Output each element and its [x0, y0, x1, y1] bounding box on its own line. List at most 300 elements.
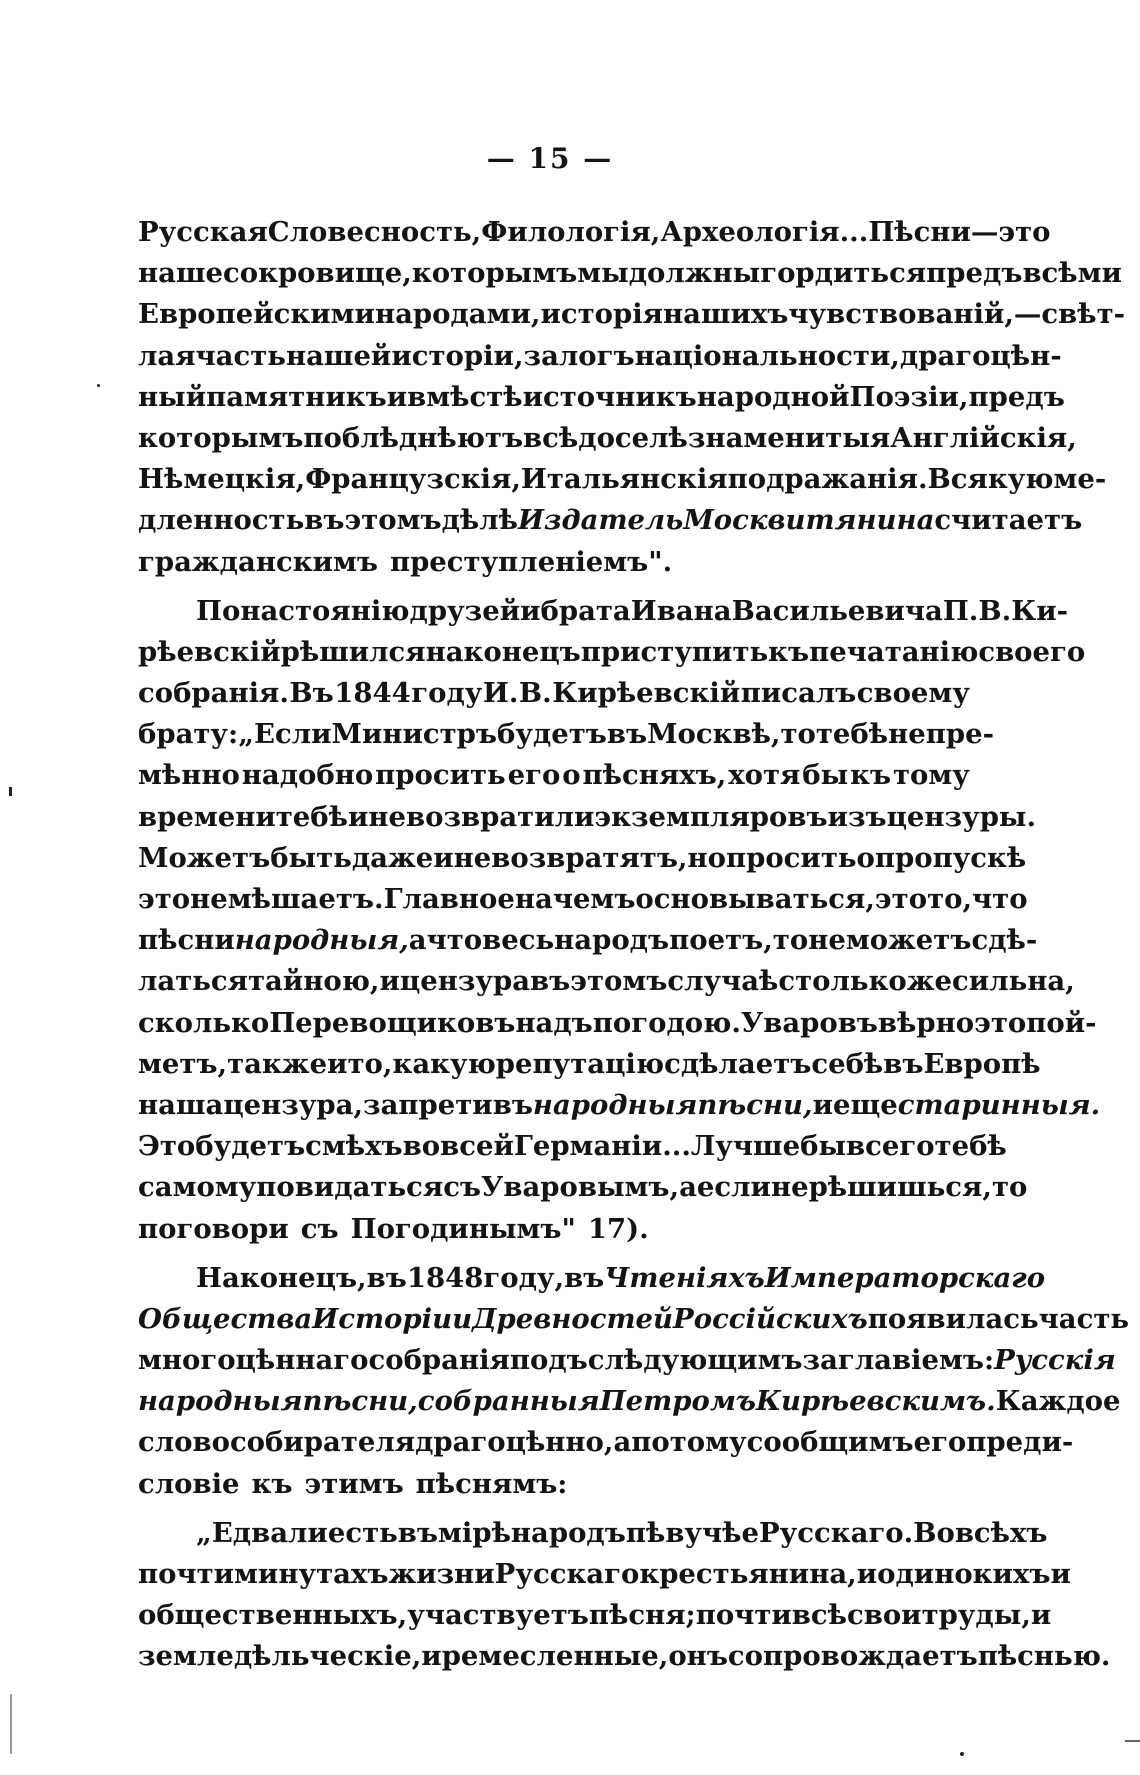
- word: В.: [518, 677, 552, 710]
- word: надобно: [241, 759, 374, 792]
- word: народъ: [510, 1516, 626, 1549]
- word: Уваровъ: [740, 1006, 878, 1039]
- text-line: [138, 1085, 1101, 1126]
- text-line: [138, 673, 970, 714]
- word: даже: [351, 841, 434, 874]
- word: Пѣсни: [868, 216, 971, 248]
- word: запретивъ: [363, 1088, 533, 1121]
- word: приступить: [580, 635, 769, 668]
- word: Это: [138, 1130, 196, 1163]
- word: чувствованій,—свѣт-: [788, 298, 1126, 331]
- word: а: [408, 924, 427, 957]
- text-line: [138, 1595, 1052, 1636]
- word: брата: [540, 594, 631, 627]
- text-line: [138, 1636, 1111, 1677]
- word: По: [196, 594, 241, 627]
- word: Французскія,: [305, 463, 521, 496]
- word: погодою.: [592, 1006, 741, 1039]
- text-line: [138, 920, 1038, 961]
- word: источникъ: [522, 380, 697, 413]
- word: быть: [270, 841, 352, 874]
- word: всей: [440, 1130, 514, 1163]
- word: Погодинымъ": [350, 1212, 576, 1245]
- word: и: [856, 1558, 878, 1590]
- word: появилась: [867, 1302, 1039, 1335]
- word: и: [327, 1047, 348, 1080]
- word: а: [613, 1426, 632, 1459]
- word: то: [772, 924, 809, 957]
- text-line: [138, 1299, 1130, 1340]
- word: метъ,: [138, 1047, 228, 1080]
- word: вѣрно: [877, 1006, 975, 1039]
- scan-speck: [97, 384, 100, 387]
- word: предъ: [968, 380, 1065, 413]
- word: 1844: [334, 677, 411, 710]
- word: Во: [913, 1516, 955, 1549]
- word: нашей: [285, 339, 392, 372]
- word: Въ: [289, 677, 334, 710]
- word: что: [426, 924, 483, 957]
- word: будетъ: [496, 718, 607, 751]
- text-line: [138, 1126, 1007, 1167]
- word: своего: [978, 635, 1086, 668]
- paragraph-gap: [138, 1250, 970, 1258]
- word: это: [138, 883, 191, 915]
- word: пѣсни,: [697, 1088, 813, 1121]
- word: Исторіи: [312, 1302, 453, 1335]
- word: просить: [375, 759, 506, 792]
- word: доселѣ: [578, 421, 688, 454]
- word: Русскаго: [494, 1558, 640, 1590]
- word: Кирѣевскимъ.: [755, 1385, 996, 1418]
- word: сдѣлаетъ: [664, 1047, 812, 1080]
- word: „Если: [238, 718, 332, 751]
- word: также: [227, 1047, 328, 1080]
- word: сильна,: [952, 965, 1075, 998]
- word: Лучше: [690, 1130, 801, 1163]
- word: ный: [138, 380, 207, 413]
- text-line: [138, 838, 1027, 879]
- word: къ: [768, 635, 810, 668]
- word: слово: [138, 1426, 230, 1459]
- word: это: [974, 1006, 1027, 1039]
- word: всѣми: [1022, 257, 1122, 290]
- word: и: [433, 841, 454, 874]
- word: Поэзіи,: [849, 380, 969, 413]
- word: но: [687, 841, 726, 874]
- word: труды,: [921, 1599, 1031, 1632]
- word: Наконецъ,: [196, 1261, 367, 1294]
- word: крестьянина,: [639, 1558, 857, 1590]
- word: Каждое: [995, 1385, 1121, 1418]
- word: ли: [288, 1516, 328, 1549]
- word: заглавіемъ:: [802, 1344, 995, 1377]
- word: сколько: [138, 1006, 270, 1039]
- word: П.: [942, 594, 979, 627]
- word: еще: [833, 1088, 898, 1121]
- word: преди-: [966, 1426, 1074, 1459]
- word: на: [514, 883, 553, 915]
- text-line: [138, 879, 1028, 920]
- word: Итальянскія: [520, 463, 728, 496]
- word: почти: [695, 1599, 792, 1632]
- text-line: [138, 1464, 970, 1505]
- word: пѣснямъ:: [415, 1467, 568, 1500]
- word: повидаться: [256, 1171, 444, 1204]
- word: ме-: [1053, 463, 1107, 496]
- text-line: [138, 1422, 1074, 1463]
- word: и: [1030, 1599, 1052, 1632]
- word: не: [770, 1171, 809, 1204]
- word: а: [679, 1171, 697, 1204]
- word: просить: [725, 841, 857, 874]
- text-line: [138, 253, 1122, 294]
- word: цензура,: [223, 1088, 364, 1121]
- text-line: [138, 797, 1037, 838]
- word: преступленіемъ".: [389, 545, 673, 578]
- text-line: [138, 459, 1107, 500]
- word: надъ: [515, 1006, 593, 1039]
- word: земледѣльческіе,: [138, 1640, 422, 1673]
- word: Чтеніяхъ: [604, 1261, 765, 1294]
- text-line: [138, 1044, 1041, 1085]
- word: залогъ: [523, 339, 635, 372]
- word: сопровождаетъ: [727, 1640, 978, 1673]
- word: —: [970, 216, 999, 248]
- word: тебѣ: [275, 800, 348, 833]
- word: многоцѣннаго: [138, 1344, 369, 1377]
- word: тебѣ: [815, 718, 889, 751]
- word: если: [696, 1171, 771, 1204]
- word: 1848: [406, 1261, 484, 1294]
- word: пѣснью.: [977, 1640, 1111, 1673]
- word: и: [812, 1088, 834, 1121]
- word: цензуры.: [886, 800, 1037, 833]
- word: въ: [883, 1047, 924, 1080]
- scan-edge-mark: [1125, 1740, 1140, 1742]
- word: Филологія,: [481, 216, 661, 248]
- text-line: [138, 755, 970, 796]
- word: часть: [195, 339, 286, 372]
- word: Васильевича: [731, 594, 943, 627]
- word: о: [562, 759, 581, 792]
- word: почти: [138, 1558, 235, 1590]
- word: изъ: [827, 800, 887, 833]
- word: мірѣ: [438, 1516, 511, 1549]
- word: брату:: [138, 718, 239, 751]
- word: то: [991, 1171, 1028, 1204]
- word: подъ: [509, 1344, 588, 1377]
- word: въ: [606, 718, 648, 751]
- word: общественныхъ,: [138, 1599, 408, 1632]
- word: и: [347, 800, 369, 833]
- word: онъ: [668, 1640, 728, 1673]
- word: народной: [696, 380, 850, 413]
- scan-speck: [960, 1752, 964, 1756]
- word: его: [913, 1426, 967, 1459]
- text-line: [138, 500, 1083, 541]
- word: И.: [482, 677, 519, 710]
- word: бы: [802, 759, 849, 792]
- word: лая: [138, 339, 196, 372]
- word: поетъ,: [669, 924, 773, 957]
- word: нашихъ: [663, 298, 789, 331]
- word: то,: [927, 883, 973, 915]
- word: въ: [564, 1261, 605, 1294]
- word: будетъ: [195, 1130, 306, 1163]
- word: столько: [778, 965, 907, 998]
- word: Древностей: [472, 1302, 674, 1335]
- word: Европѣ: [923, 1047, 1041, 1080]
- text-line: [138, 1258, 1046, 1299]
- word: этимъ: [304, 1467, 404, 1500]
- word: въ: [366, 1261, 407, 1294]
- word: сокровище,: [223, 257, 412, 290]
- word: цензура: [399, 965, 531, 998]
- word: сообщимъ: [746, 1426, 914, 1459]
- word: въ: [530, 965, 571, 998]
- word: чемъ: [552, 883, 636, 915]
- word: Европейскими: [138, 298, 375, 331]
- word: тебѣ: [934, 1130, 1007, 1163]
- text-line: [138, 1209, 970, 1250]
- word: репутацію: [495, 1047, 665, 1080]
- word: Русскаго.: [759, 1516, 914, 1549]
- word: В.: [978, 594, 1012, 627]
- word: латься: [138, 965, 248, 998]
- word: Петромъ: [599, 1385, 756, 1418]
- word: своему: [856, 677, 970, 710]
- word: въ: [397, 1516, 438, 1549]
- word: и: [452, 1302, 473, 1335]
- word: съ: [300, 1212, 339, 1245]
- word: исторіи,: [391, 339, 524, 372]
- word: весь: [482, 924, 555, 957]
- word: непре-: [888, 718, 995, 751]
- word: всѣхъ: [954, 1516, 1048, 1549]
- word: рѣевскій: [138, 635, 281, 668]
- word: тому: [893, 759, 970, 792]
- scan-speck: [9, 787, 12, 796]
- word: словіе: [138, 1467, 240, 1500]
- word: жизни: [388, 1558, 495, 1590]
- word: свои: [846, 1599, 922, 1632]
- word: Министръ: [331, 718, 497, 751]
- word: дѣлѣ: [441, 504, 518, 537]
- word: основываться,: [635, 883, 875, 915]
- word: экземпляровъ: [594, 800, 828, 833]
- word: мѣшаетъ.: [227, 883, 384, 915]
- word: собранія.: [138, 677, 289, 710]
- word: возвратили: [406, 800, 595, 833]
- word: писалъ: [740, 677, 857, 710]
- word: это: [874, 883, 928, 915]
- word: Москвитянина: [683, 504, 935, 537]
- word: Русскія: [994, 1344, 1116, 1377]
- text-line: [138, 294, 1126, 335]
- text-line: [138, 1513, 1048, 1554]
- word: съ: [443, 1171, 482, 1204]
- word: и: [1050, 1558, 1071, 1590]
- word: наша: [138, 1088, 224, 1121]
- word: минутахъ: [234, 1558, 389, 1590]
- word: дленность: [138, 504, 305, 537]
- word: „Едва: [196, 1516, 289, 1549]
- word: драгоцѣн-: [899, 339, 1062, 372]
- word: бы: [800, 1130, 846, 1163]
- page-number: — 15 —: [486, 142, 614, 175]
- word: пѣсни: [138, 924, 235, 957]
- word: подражанія.: [727, 463, 928, 496]
- word: которымъ: [411, 257, 578, 290]
- word: печатанію: [809, 635, 979, 668]
- word: пѣсни,: [302, 1385, 418, 1418]
- word: народами,: [374, 298, 541, 331]
- word: его: [507, 759, 561, 792]
- text-line: [138, 1340, 1116, 1381]
- word: потому: [631, 1426, 747, 1459]
- word: въ: [304, 504, 345, 537]
- word: что: [972, 883, 1028, 915]
- text-line: [138, 418, 1077, 459]
- word: Москвѣ,: [647, 718, 781, 751]
- text-line: [138, 1381, 1121, 1422]
- word: участвуетъ: [407, 1599, 589, 1632]
- paragraph-gap: [138, 583, 970, 591]
- word: возвратятъ,: [491, 841, 688, 874]
- text-line: [138, 212, 1051, 253]
- word: ремесленные,: [441, 1640, 669, 1673]
- word: же: [906, 965, 953, 998]
- word: Перевощиковъ: [269, 1006, 516, 1039]
- word: исторія: [540, 298, 663, 331]
- text-line: [138, 591, 1069, 632]
- scan-edge-mark: [10, 1694, 12, 1754]
- word: національности,: [634, 339, 900, 372]
- text-line: [138, 632, 1086, 673]
- word: пѣсня;: [588, 1599, 696, 1632]
- word: смѣхъ: [305, 1130, 403, 1163]
- word: должны: [628, 257, 761, 290]
- word: не: [453, 841, 492, 874]
- text-line: [138, 1167, 1028, 1208]
- word: пѣсняхъ,: [582, 759, 727, 792]
- word: мы: [577, 257, 629, 290]
- word: Россійскихъ: [673, 1302, 868, 1335]
- word: Главное: [383, 883, 515, 915]
- word: и: [386, 380, 408, 413]
- word: Ки-: [1011, 594, 1069, 627]
- text-line: [138, 377, 1065, 418]
- word: Издатель: [517, 504, 684, 537]
- word: мѣнно: [138, 759, 240, 792]
- word: можетъ: [845, 924, 972, 957]
- word: Германіи...: [513, 1130, 691, 1163]
- word: Кирѣевскій: [552, 677, 741, 710]
- word: наше: [138, 257, 223, 290]
- word: рѣшился: [280, 635, 426, 668]
- word: и: [421, 1640, 442, 1673]
- word: не: [808, 924, 846, 957]
- word: гордиться: [760, 257, 927, 290]
- word: поговори: [138, 1212, 289, 1245]
- word: народъ: [554, 924, 670, 957]
- word: Нѣмецкія,: [138, 463, 306, 496]
- text-line: [138, 714, 995, 755]
- word: поблѣднѣютъ: [303, 421, 524, 454]
- word: настоянію: [240, 594, 410, 627]
- word: всего: [846, 1130, 935, 1163]
- word: слѣдующимъ: [587, 1344, 803, 1377]
- word: считаетъ: [934, 504, 1083, 537]
- word: пой-: [1026, 1006, 1097, 1039]
- word: къ: [850, 759, 892, 792]
- word: самому: [138, 1171, 257, 1204]
- word: старинныя.: [897, 1088, 1101, 1121]
- paragraph-gap: [138, 1505, 970, 1513]
- word: гражданскимъ: [138, 545, 378, 578]
- word: предъ: [926, 257, 1023, 290]
- text-line: [138, 1003, 1097, 1044]
- word: вмѣстѣ: [407, 380, 523, 413]
- word: какую: [392, 1047, 496, 1080]
- word: Можетъ: [138, 841, 271, 874]
- word: хотя: [728, 759, 801, 792]
- body-text: [138, 212, 1130, 1678]
- word: есть: [327, 1516, 398, 1549]
- word: Словесность,: [267, 216, 482, 248]
- word: народныя: [138, 1385, 303, 1418]
- word: этомъ: [344, 504, 442, 537]
- word: памятникъ: [206, 380, 387, 413]
- text-line: [138, 1554, 1071, 1595]
- word: собирателя: [229, 1426, 416, 1459]
- word: Императорскаго: [764, 1261, 1046, 1294]
- word: наконецъ: [425, 635, 581, 668]
- word: то,: [347, 1047, 393, 1080]
- word: времени: [138, 800, 276, 833]
- word: пѣвучѣе: [625, 1516, 759, 1549]
- word: друзей: [409, 594, 521, 627]
- word: знаменитыя: [687, 421, 891, 454]
- word: собранія: [368, 1344, 510, 1377]
- word: Русская: [138, 216, 268, 248]
- word: году: [411, 677, 483, 710]
- word: всѣ: [523, 421, 579, 454]
- word: народныя,: [234, 924, 409, 957]
- word: Англійскія,: [890, 421, 1077, 454]
- word: одинокихъ: [877, 1558, 1051, 1590]
- text-line: [138, 336, 1062, 377]
- word: случаѣ: [667, 965, 779, 998]
- text-line: [138, 542, 970, 583]
- word: это: [998, 216, 1051, 248]
- text-line: [138, 961, 1075, 1002]
- word: всѣ: [791, 1599, 847, 1632]
- word: къ: [251, 1467, 293, 1500]
- word: рѣшишься,: [808, 1171, 992, 1204]
- word: себѣ: [811, 1047, 884, 1080]
- word: 17).: [587, 1212, 649, 1245]
- word: о: [856, 841, 875, 874]
- word: драгоцѣнно,: [415, 1426, 614, 1459]
- word: Уваровымъ,: [481, 1171, 680, 1204]
- word: то: [780, 718, 816, 751]
- word: часть: [1038, 1302, 1130, 1335]
- word: этомъ: [570, 965, 668, 998]
- word: не: [190, 883, 228, 915]
- word: пропускѣ: [874, 841, 1027, 874]
